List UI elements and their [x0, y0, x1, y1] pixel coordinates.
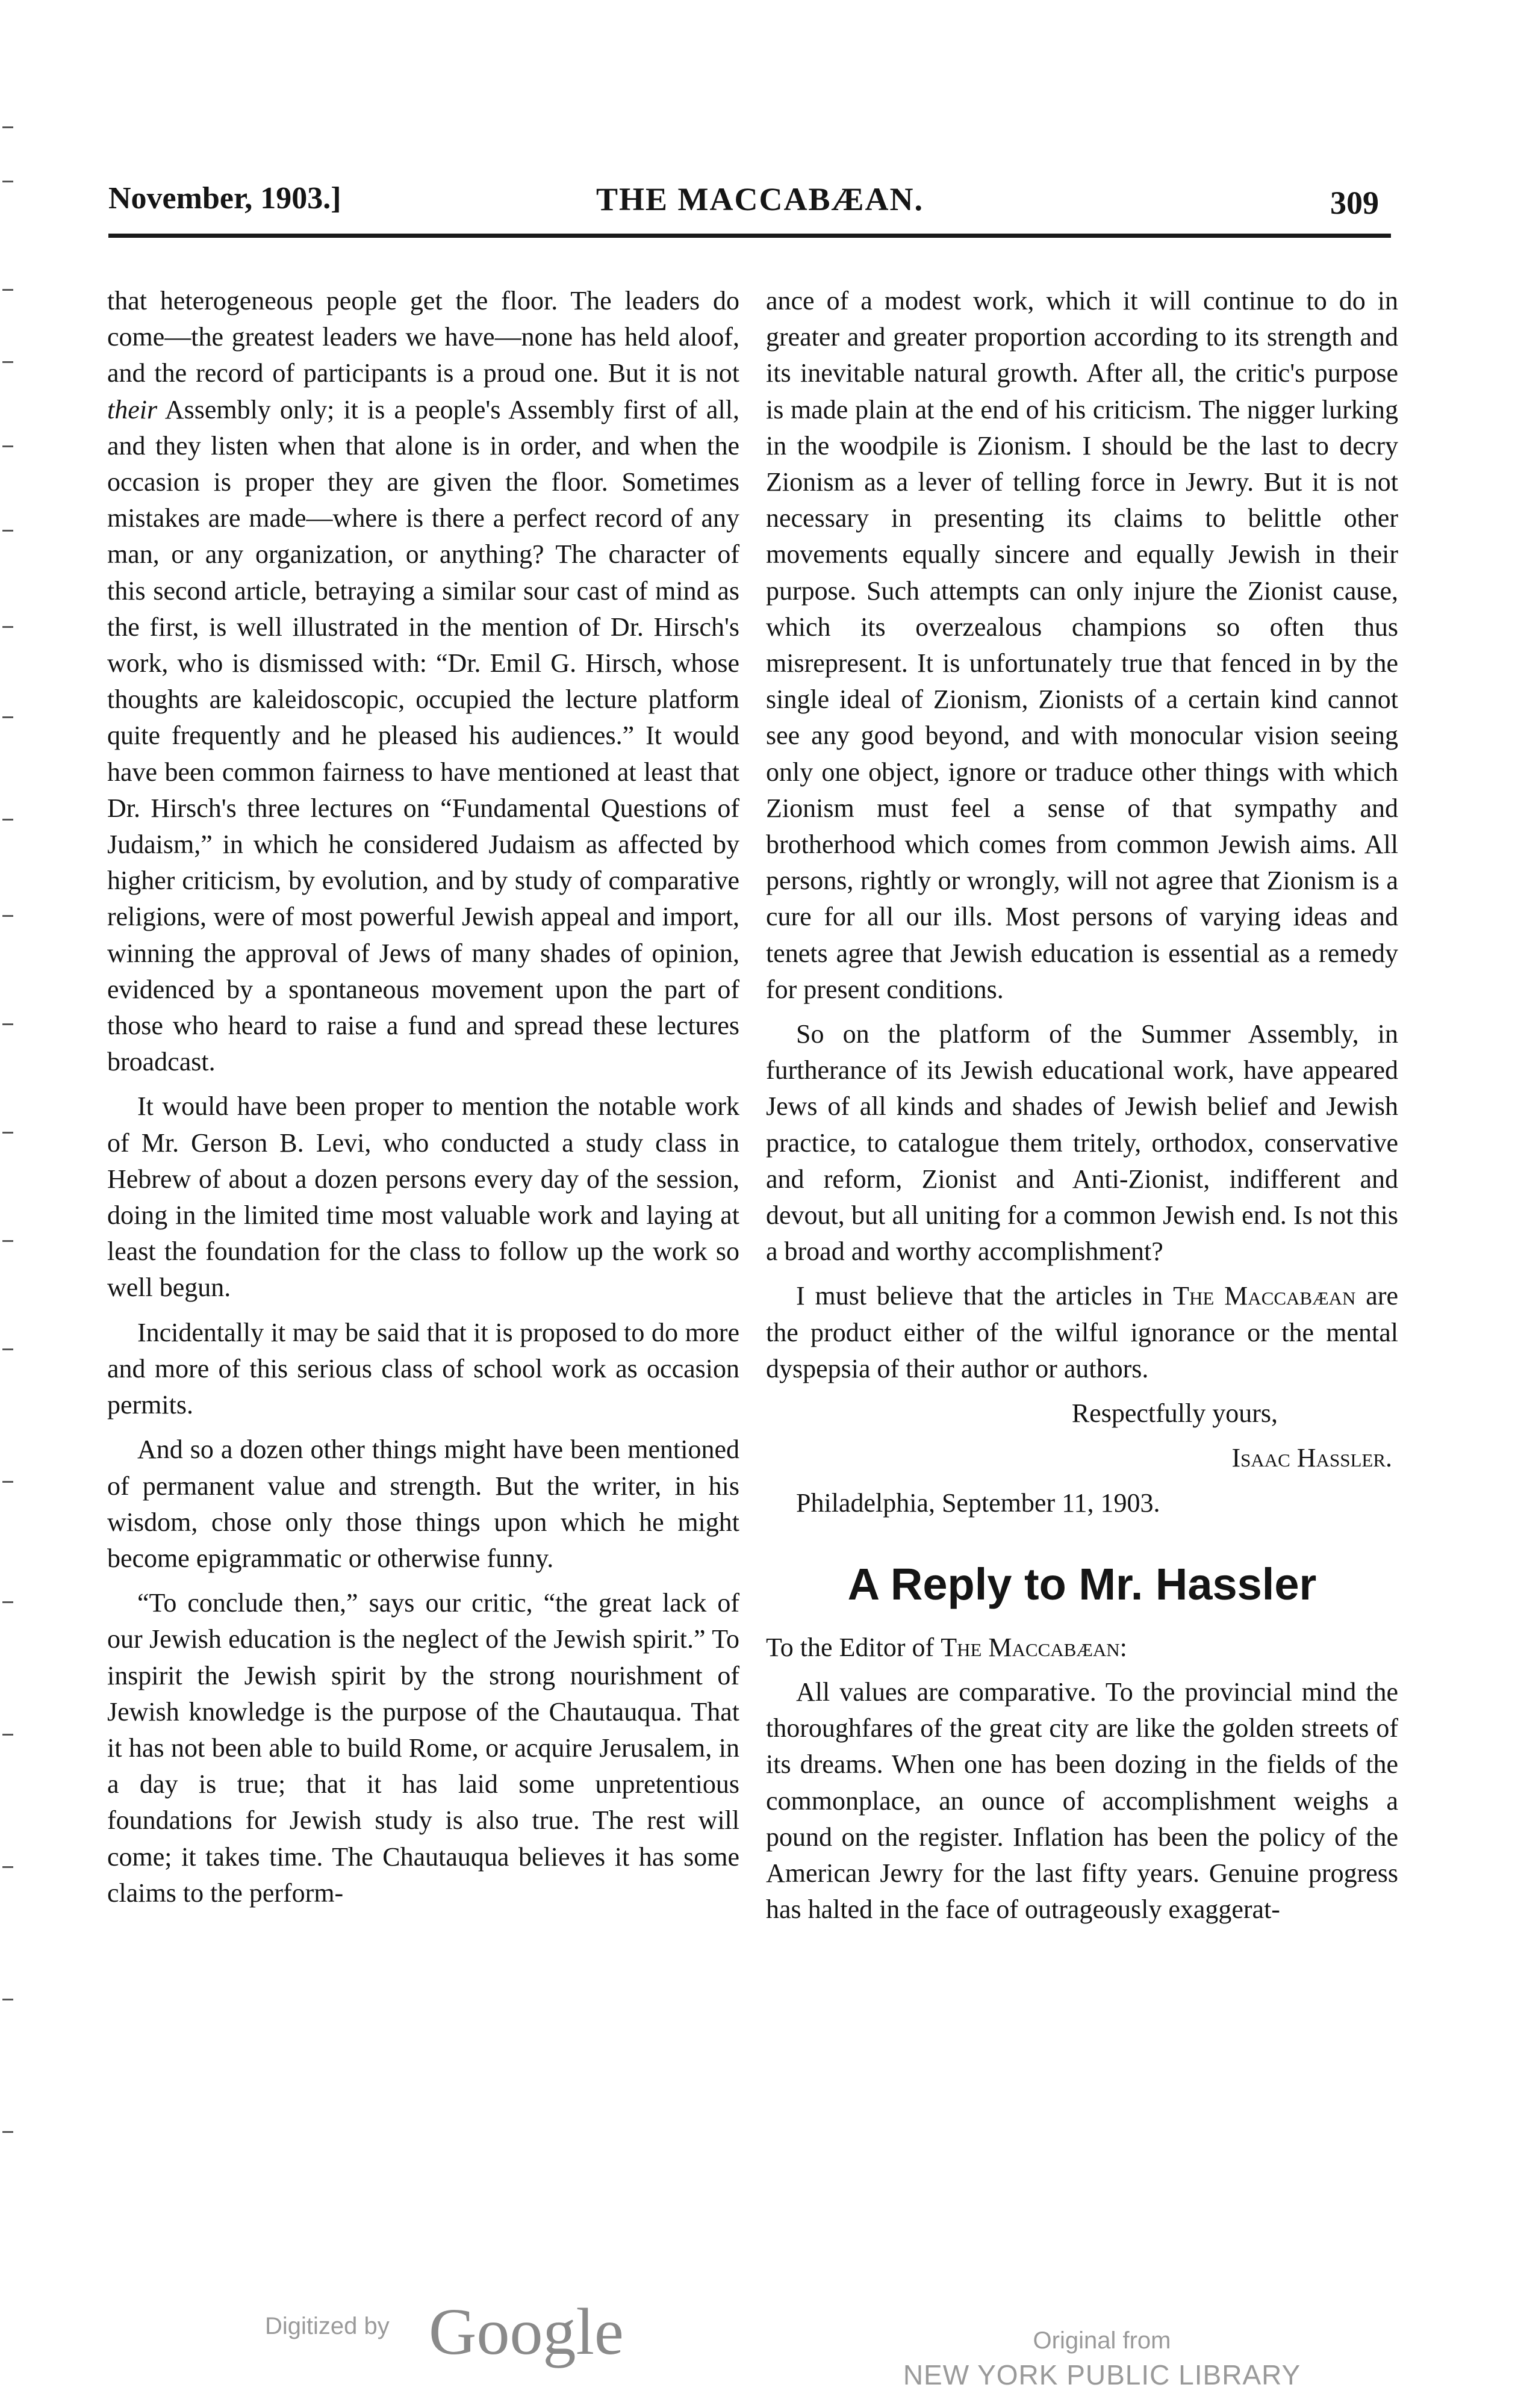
article-title: A Reply to Mr. Hassler	[847, 1559, 1317, 1609]
salutation-text: :	[1119, 1632, 1127, 1662]
page-number: 309	[1330, 185, 1379, 221]
journal-name: The Maccabæan	[1173, 1281, 1356, 1311]
paragraph: All values are comparative. To the provincial mind the thoroughfares of the great city are like the golden streets of its dreams. When one has been dozing in the fields of the commonplace, an ounce of accomplishment weighs a pound on the register. Inflation has been the policy of the American Jewry for the last fifty years. Genuine progress has halted in the face of outrageously exaggerat-	[766, 1677, 1398, 1925]
paragraph-text: Assembly only; it is a people's Assembly first of all, and they listen when that alone is in order, and when the occasion is proper they are given the floor. Sometimes mistakes are made—where is there a perfect record of any man, or any organization, or anything? The character of this second article, betraying a similar sour cast of mind as the first, is well illustrated in the mention of Dr. Hirsch's work, who is dismissed with: “Dr. Emil G. Hirsch, whose thoughts are kaleidoscopic, occupied the lecture platform quite frequently and he pleased his audiences.” It would have been common fairness to have mentioned at least that Dr. Hirsch's three lectures on “Fundamental Questions of Judaism,” in which he considered Judaism as affected by higher criticism, by evolution, and by study of comparative religions, were of most powerful Jewish appeal and import, winning the approval of Jews of many shades of opinion, evidenced by a spontaneous movement upon the part of those who heard to raise a fund and spread these lectures broadcast.	[107, 394, 739, 1077]
paragraph: And so a dozen other things might have been mentioned of permanent value and strength. But the writer, in his wisdom, chose only those things upon which he might become epigrammatic or otherwise funny.	[107, 1435, 739, 1573]
letter-place-date: Philadelphia, September 11, 1903.	[796, 1488, 1160, 1518]
paragraph: ance of a modest work, which it will continue to do in greater and greater proportion according to its strength and its inevitable natural growth. After all, the critic's purpose is made plain at the end of his criticism. The nigger lurking in the woodpile is Zionism. I should be the last to decry Zionism as a lever of telling force in Jewry. But it is not necessary in presenting its claims to belittle other movements equally sincere and equally Jewish in their purpose. Such attempts can only injure the Zionist cause, which its overzealous champions so often thus misrepresent. It is unfortunately true that fenced in by the single ideal of Zionism, Zionists of a certain kind cannot see any good beyond, and with monocular vision seeing only one object, ignore or traduce other things with which Zionism must feel a sense of that sympathy and brotherhood which comes from common Jewish aims. All persons, rightly or wrongly, will not agree that Zionism is a cure for all our ills. Most persons of varying ideas and tenets agree that Jewish education is essential as a remedy for present conditions.	[766, 286, 1398, 1004]
salutation-text: To the Editor of	[766, 1632, 935, 1662]
paragraph: It would have been proper to mention the notable work of Mr. Gerson B. Levi, who conducted a study class in Hebrew of about a dozen persons every day of the session, doing in the limited time most valuable work and laying at least the foundation for the class to follow up the work so well begun.	[107, 1091, 739, 1303]
letter-closing: Respectfully yours,	[1071, 1398, 1278, 1429]
letter-signature: Isaac Hassler.	[1231, 1443, 1392, 1473]
paragraph-text: I must believe that the articles in	[796, 1281, 1163, 1311]
paragraph-text: that heterogeneous people get the floor. The leaders do come—the greatest leaders we have—none has held aloof, and the record of participants is a proud one. But it is not	[107, 286, 739, 388]
issue-date: November, 1903.]	[108, 181, 341, 216]
left-column	[107, 283, 739, 1920]
google-logo: Google	[429, 2295, 624, 2368]
journal-title: THE MACCABÆAN.	[596, 181, 924, 217]
original-from-label: Original from	[1033, 2327, 1171, 2354]
margin-scan-marks	[0, 108, 24, 2215]
header-rule	[108, 234, 1391, 238]
paragraph	[107, 283, 739, 1080]
paragraph-text: are the product either of the wilful ignorance or the mental dyspepsia of their author or authors.	[766, 1281, 1399, 1383]
digitized-by-label: Digitized by	[265, 2313, 390, 2339]
library-name: NEW YORK PUBLIC LIBRARY	[903, 2359, 1301, 2391]
paragraph: “To conclude then,” says our critic, “the great lack of our Jewish education is the neglect of the Jewish spirit.” To inspirit the Jewish spirit by the strong nourishment of Jewish knowledge is the purpose of the Chautauqua. That it has not been able to build Rome, or acquire Jerusalem, in a day is true; that it has laid some unpretentious foundations for Jewish study is also true. The rest will come; it takes time. The Chautauqua believes it has some claims to the perform-	[107, 1588, 739, 1908]
paragraph: Incidentally it may be said that it is proposed to do more and more of this serious class of school work as occasion permits.	[107, 1317, 739, 1420]
emphasis-text: their	[107, 394, 158, 424]
paragraph: So on the platform of the Summer Assembly, in furtherance of its Jewish educational work, have appeared Jews of all kinds and shades of Jewish belief and Jewish practice, to catalogue them tritely, orthodox, conservative and reform, Zionist and Anti-Zionist, indifferent and devout, but all uniting for a common Jewish end. Is not this a broad and worthy accomplishment?	[766, 1019, 1398, 1267]
journal-name: The Maccabæan	[941, 1632, 1120, 1662]
salutation	[766, 1630, 1398, 1666]
right-column	[766, 283, 1398, 1936]
library-credit	[843, 2324, 1361, 2392]
paragraph	[766, 1278, 1398, 1387]
